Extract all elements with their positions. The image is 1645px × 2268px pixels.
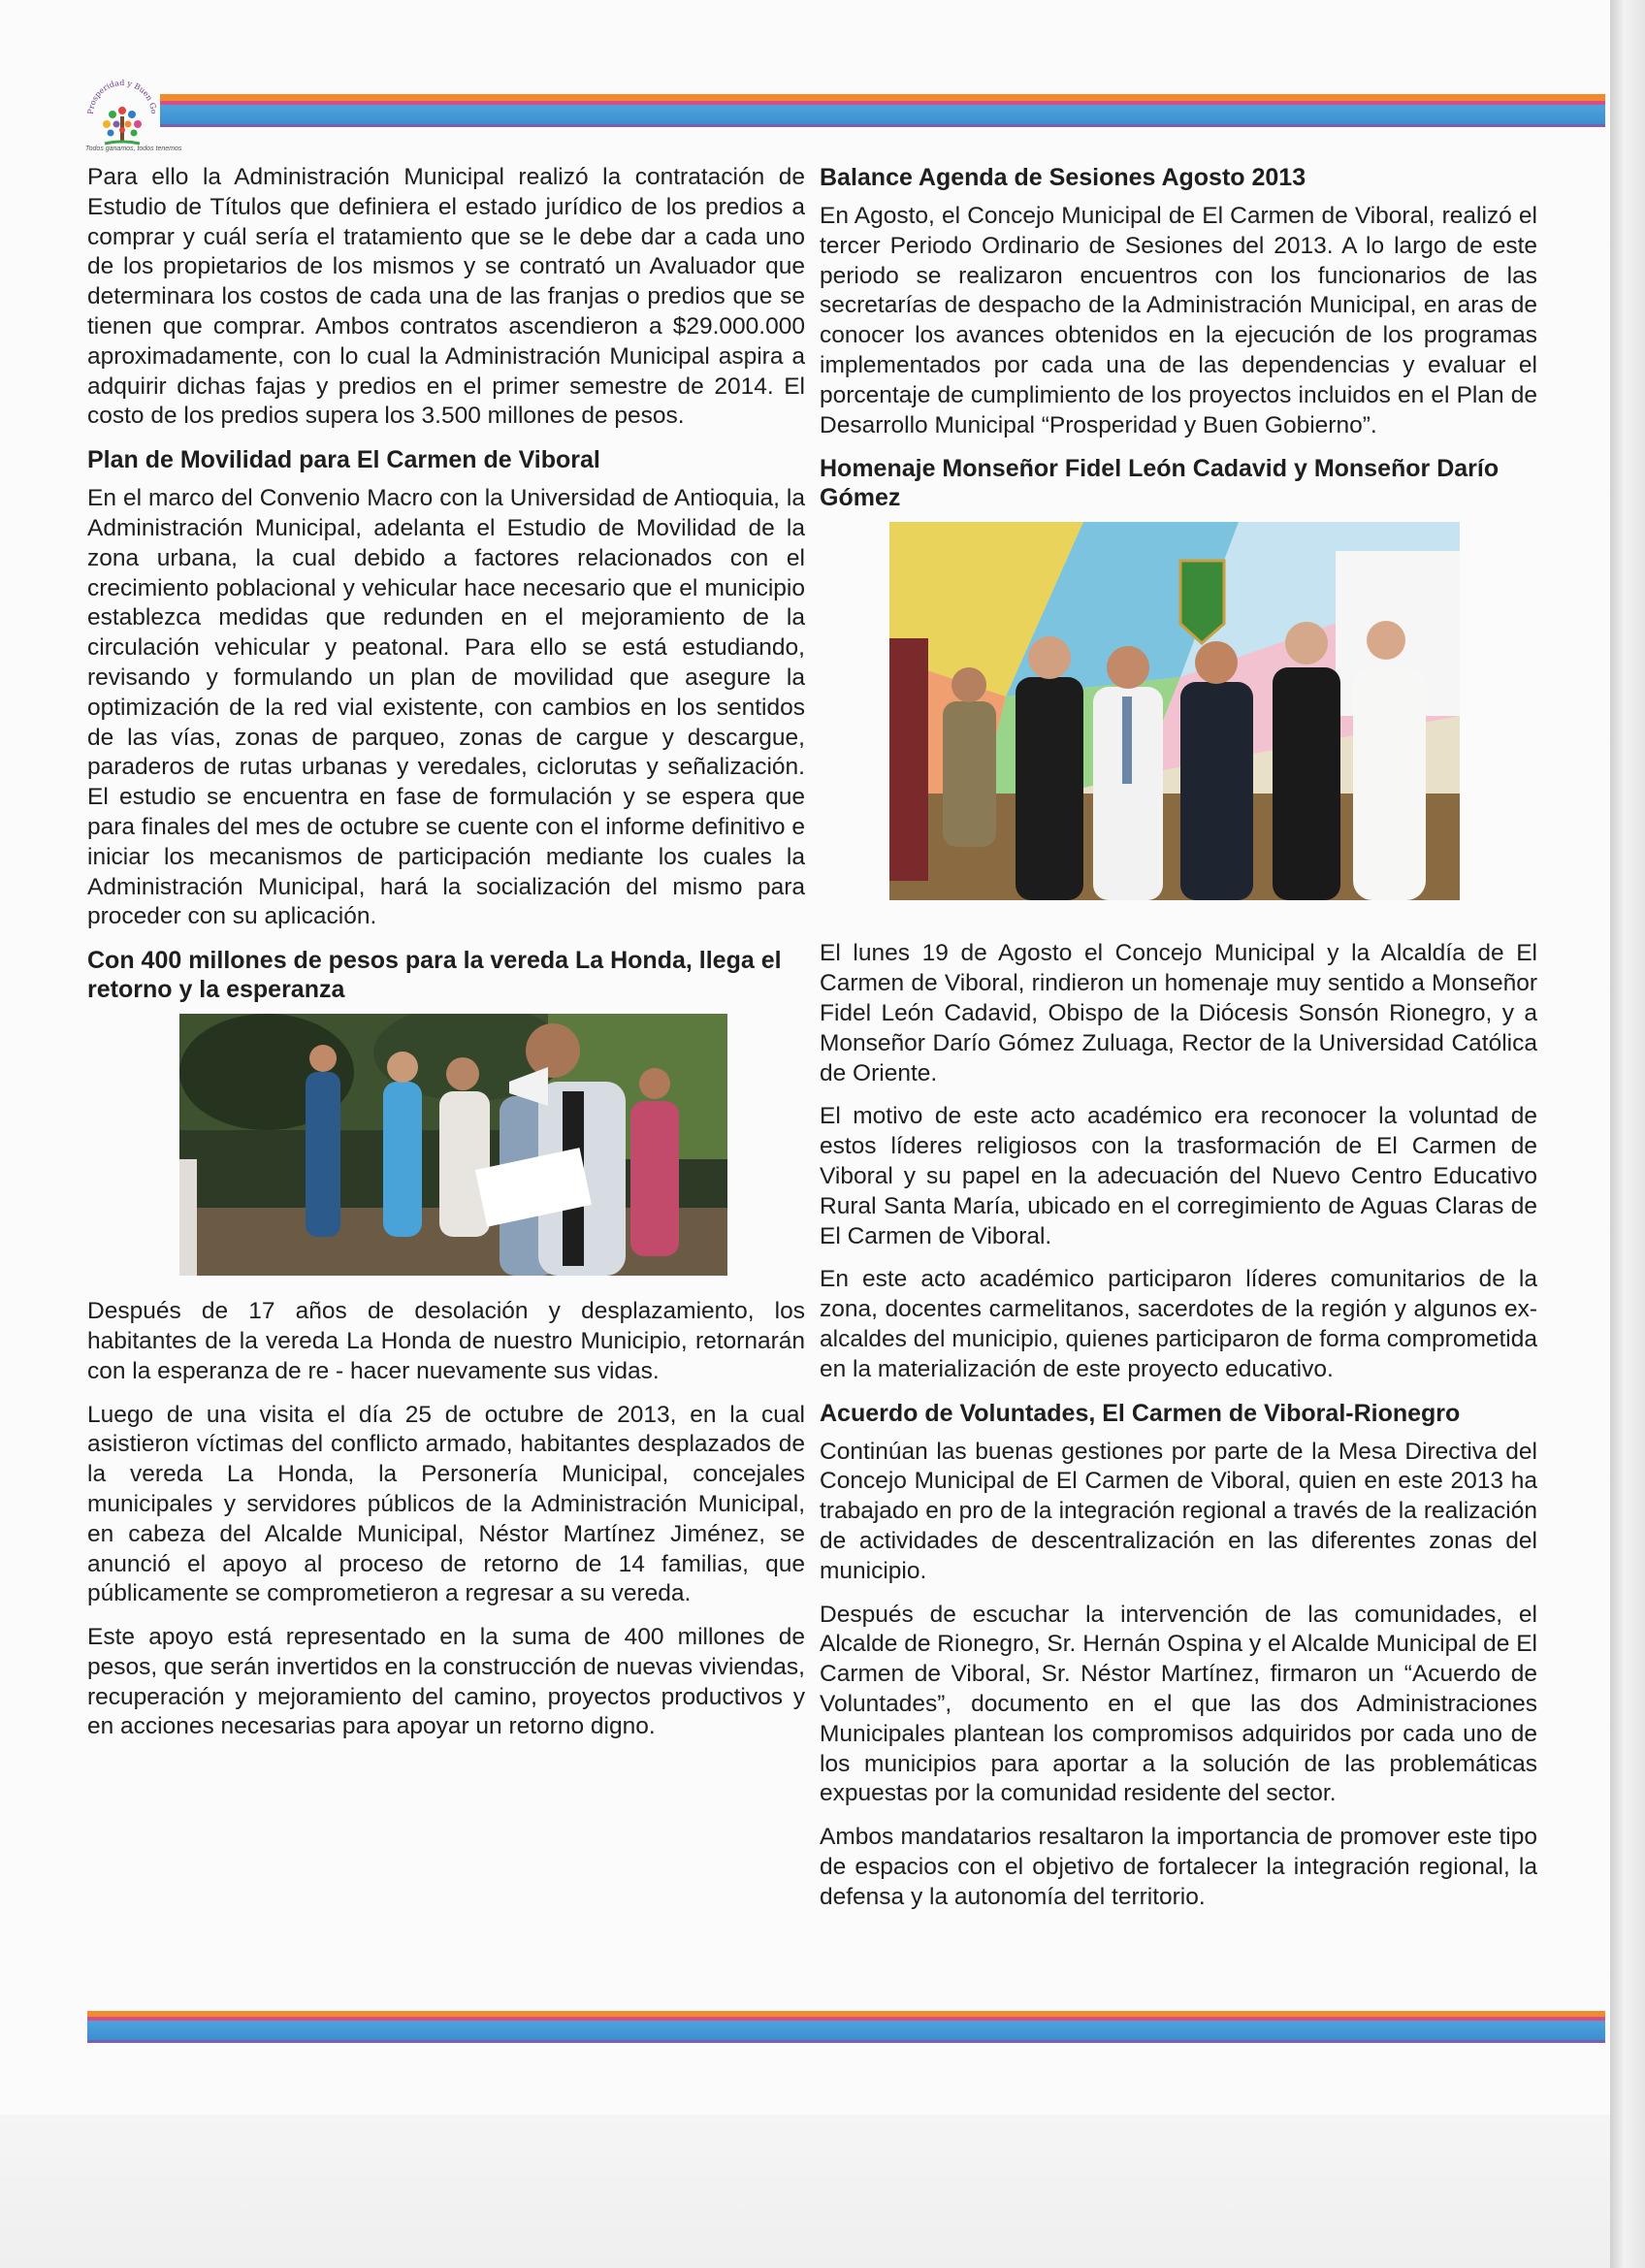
page-bottom-margin [0,2115,1610,2268]
march-photo-image [179,1014,727,1276]
acuerdo-title: Acuerdo de Voluntades, El Carmen de Viboral-Rionegro [820,1399,1461,1427]
balance-paragraph: En Agosto, el Concejo Municipal de El Carmen de Viboral, realizó el tercer Periodo Ordinario de Sesiones del 2013. A lo largo de este periodo se realizaron encuentros con los funcionarios de las secretarías de despacho de la Administración Municipal, en aras de conocer los avances obtenidos en la ejecución de los programas implementados por cada una de las dependencias y evaluar el porcentaje de cumplimiento de los proyectos incluidos en el Plan de Desarrollo Municipal “Prosperidad y Buen Gobierno”. [820,203,1537,438]
la-honda-photo [179,1014,727,1276]
header-bar-blue [160,105,1605,124]
homenaje-title: Homenaje Monseñor Fidel León Cadavid y Monseñor Darío Gómez [820,455,1500,512]
la-honda-paragraph-2: Luego de una visita el día 25 de octubre de 2013, en la cual asistieron víctimas del conflicto armado, habitantes desplazados de la vereda La Honda, la Personería Municipal, concejales municipales y servidores públicos de la Administración Municipal, en cabeza del Alcalde Municipal, Néstor Martínez Jiménez, se anunció el apoyo al proceso de retorno de 14 familias, que públicamente se comprometieron a regresar a su vereda. [87,1401,805,1607]
homenaje-paragraph-2: El motivo de este acto académico era reconocer la voluntad de estos líderes religiosos con la trasformación de El Carmen de Viboral y su papel en la adecuación del Nuevo Centro Educativo Rural Santa María, ubicado en el corregimiento de Aguas Claras de El Carmen de Viboral. [820,1103,1537,1249]
intro-paragraph: Para ello la Administración Municipal realizó la contratación de Estudio de Títulos que definiera el estado jurídico de los predios a comprar y cuál sería el tratamiento que se le debe dar a cada uno de los propietarios de los mismos y se contrató un Avaluador que determinara los costos de cada una de las franjas o predios que se tienen que comprar. Ambos contratos ascendieron a $29.000.000 aproximadamente, con lo cual la Administración Municipal aspira a adquirir dichas fajas y predios en el primer semestre de 2014. El costo de los predios supera los 3.500 millones de pesos. [87,164,805,430]
la-honda-paragraph-3: Este apoyo está representado en la suma de 400 millones de pesos, que serán invertidos en la construcción de nuevas viviendas, recuperación y mejoramiento del camino, proyectos productivos y en acciones necesarias para apoyar un retorno digno. [87,1624,805,1740]
footer-bar-blue [87,2021,1605,2040]
la-honda-title: Con 400 millones de pesos para la vereda La Honda, llega el retorno y la esperanza [87,947,782,1004]
la-honda-paragraph-1: Después de 17 años de desolación y desplazamiento, los habitantes de la vereda La Honda de nuestro Municipio, retornarán con la esperanza de re - hacer nuevamente sus vidas. [87,1298,805,1384]
group-photo-image [889,522,1460,900]
page-edge-shadow [1610,0,1645,2268]
logo-caption: Todos ganamos, todos tenemos [85,146,182,152]
header-bar-orange [160,94,1605,101]
logo-arc-text: Prosperidad y Buen Go [85,78,159,115]
balance-title: Balance Agenda de Sesiones Agosto 2013 [820,164,1306,191]
movilidad-paragraph: En el marco del Convenio Macro con la Universidad de Antioquia, la Administración Municipal, adelanta el Estudio de Movilidad de la zona urbana, la cual debido a factores relacionados con el crecimiento poblacional y vehicular hace necesario que el municipio establezca medidas que redunden en el mejoramiento de la circulación vehicular y peatonal. Para ello se está estudiando, revisando y formulando un plan de movilidad que asegure la optimización de la red vial existente, con cambios en los sentidos de las vías, zonas de parqueo, zonas de cargue y descargue, paraderos de rutas urbanas y veredales, ciclorutas y señalización. El estudio se encuentra en fase de formulación y se espera que para finales del mes de octubre se cuente con el informe definitivo e iniciar los mecanismos de participación mediante los cuales la Administración Municipal, hará la socialización del mismo para proceder con su aplicación. [87,485,805,930]
footer-bar-purple [87,2040,1605,2043]
header-bar-purple [160,124,1605,127]
homenaje-photo [889,522,1460,900]
homenaje-paragraph-1: El lunes 19 de Agosto el Concejo Municipal y la Alcaldía de El Carmen de Viboral, rindieron un homenaje muy sentido a Monseñor Fidel León Cadavid, Obispo de la Diócesis Sonsón Rionegro, y a Monseñor Darío Gómez Zuluaga, Rector de la Universidad Católica de Oriente. [820,940,1537,1086]
movilidad-title: Plan de Movilidad para El Carmen de Viboral [87,446,600,474]
homenaje-paragraph-3: En este acto académico participaron líderes comunitarios de la zona, docentes carmelitanos, sacerdotes de la región y algunos ex-alcaldes del municipio, quienes participaron de forma comprometida en la materialización de este proyecto educativo. [820,1266,1537,1382]
left-column [87,163,805,1756]
right-column [820,163,1537,1926]
acuerdo-paragraph-1: Continúan las buenas gestiones por parte de la Mesa Directiva del Concejo Municipal de El Carmen de Viboral, quien en este 2013 ha trabajado en pro de la integración regional a través de la realización de actividades de descentralización en las diferentes zonas del municipio. [820,1438,1537,1584]
acuerdo-paragraph-2: Después de escuchar la intervención de las comunidades, el Alcalde de Rionegro, Sr. Hernán Ospina y el Alcalde Municipal de El Carmen de Viboral, Sr. Néstor Martínez, firmaron un “Acuerdo de Voluntades”, documento en el que las dos Administraciones Municipales plantean los compromisos adquiridos por cada uno de los municipios para aportar a la solución de las problemáticas expuestas por la comunidad residente del sector. [820,1601,1537,1807]
acuerdo-paragraph-3: Ambos mandatarios resaltaron la importancia de promover este tipo de espacios con el objetivo de fortalecer la integración regional, la defensa y la autonomía del territorio. [820,1824,1537,1910]
